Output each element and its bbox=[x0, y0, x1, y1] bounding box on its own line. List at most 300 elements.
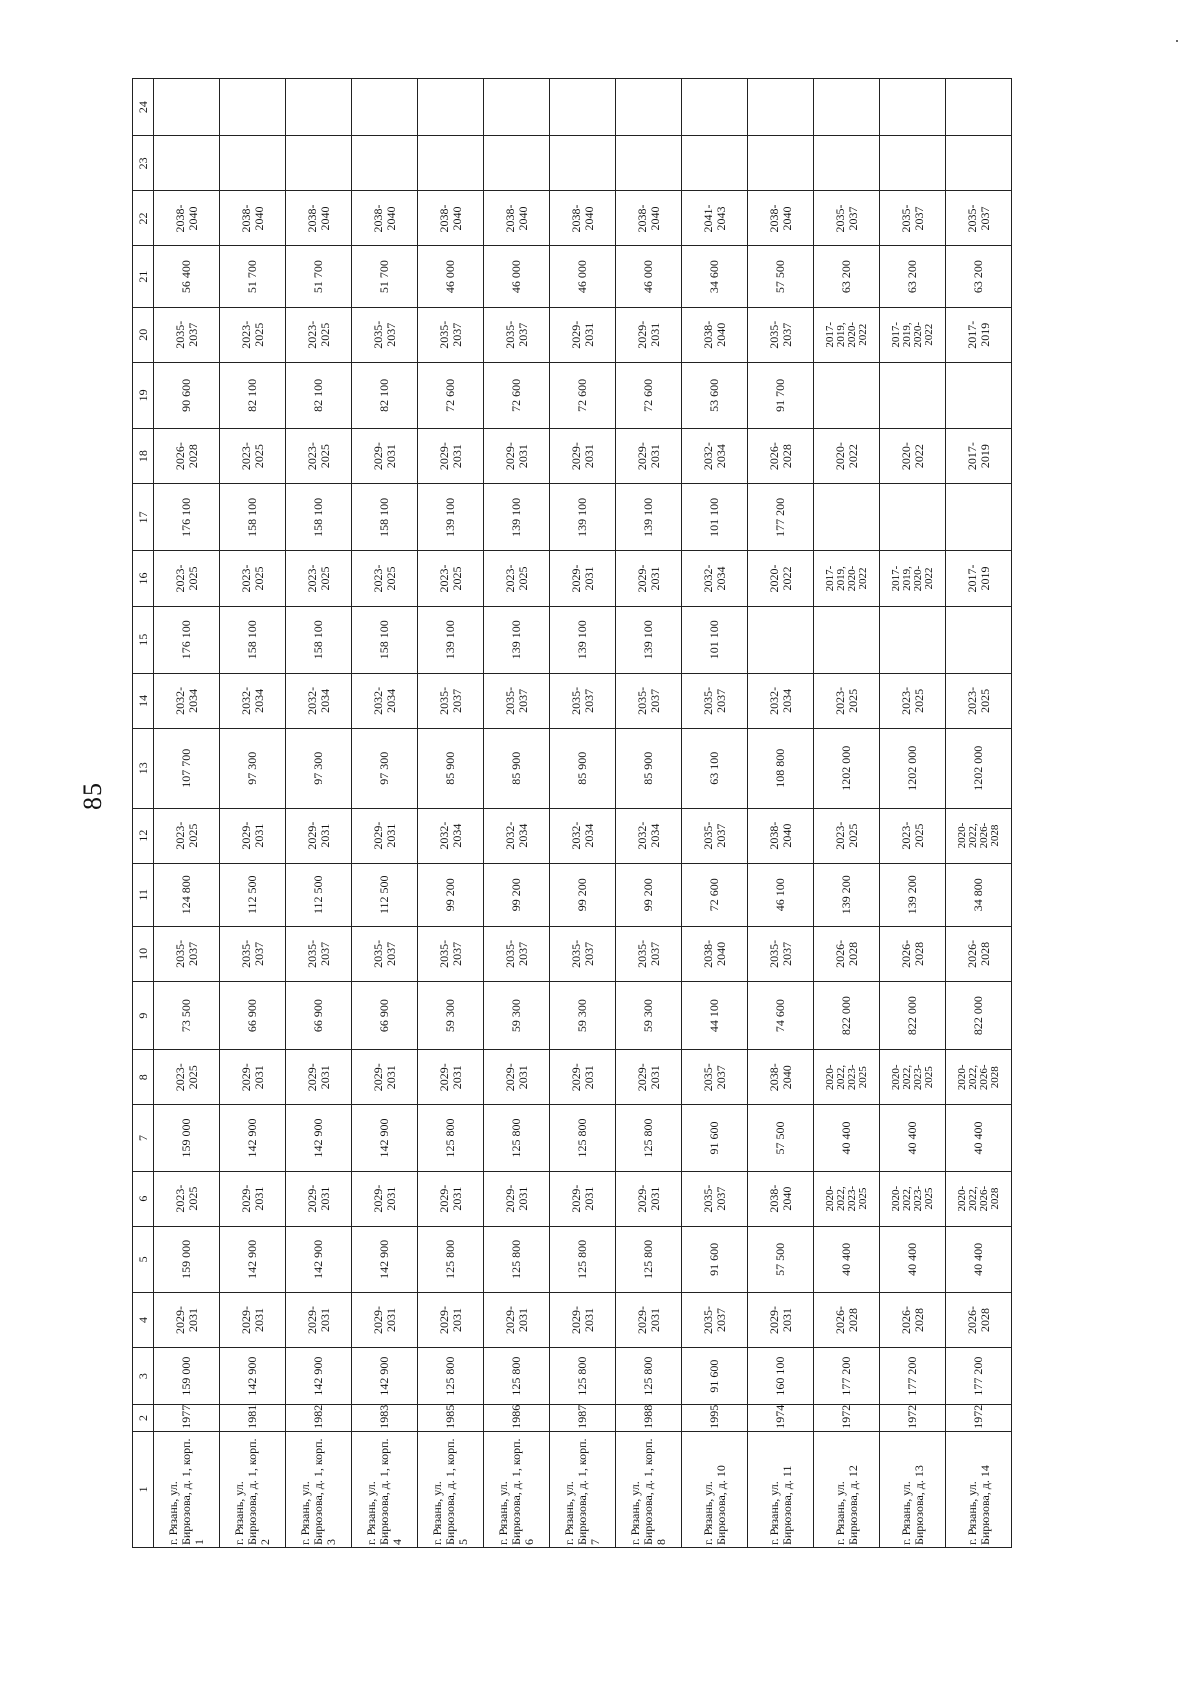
column-number-cell: 9 bbox=[133, 981, 154, 1049]
column-number-cell: 20 bbox=[133, 307, 154, 362]
value-cell bbox=[880, 79, 946, 136]
value-cell: 125 800 bbox=[418, 1226, 484, 1292]
value-cell: 177 200 bbox=[814, 1348, 880, 1405]
period-cell: 2038- 2040 bbox=[352, 191, 418, 246]
value-cell bbox=[220, 136, 286, 191]
period-cell: 2029- 2031 bbox=[484, 1050, 550, 1105]
value-cell bbox=[880, 136, 946, 191]
value-cell: 85 900 bbox=[616, 728, 682, 808]
table-row bbox=[220, 79, 286, 1548]
value-cell bbox=[814, 362, 880, 428]
column-number-cell: 5 bbox=[133, 1226, 154, 1292]
value-cell bbox=[748, 606, 814, 673]
value-cell: 125 800 bbox=[550, 1105, 616, 1171]
value-cell: 44 100 bbox=[682, 981, 748, 1049]
value-cell: 139 200 bbox=[814, 863, 880, 926]
value-cell: 101 100 bbox=[682, 606, 748, 673]
value-cell: 82 100 bbox=[286, 362, 352, 428]
value-cell: 159 000 bbox=[154, 1226, 220, 1292]
page-number: 85 bbox=[78, 782, 107, 810]
column-number-cell: 17 bbox=[133, 484, 154, 551]
value-cell bbox=[814, 606, 880, 673]
value-cell: 34 800 bbox=[946, 863, 1012, 926]
value-cell: 139 100 bbox=[418, 606, 484, 673]
value-cell: 40 400 bbox=[946, 1105, 1012, 1171]
value-cell bbox=[220, 79, 286, 136]
value-cell: 40 400 bbox=[814, 1105, 880, 1171]
address-cell: г. Рязань, ул. Бирюзова, д. 1, корп. 7 bbox=[550, 1431, 616, 1547]
period-cell: 2029- 2031 bbox=[484, 1171, 550, 1226]
value-cell: 1202 000 bbox=[946, 728, 1012, 808]
period-cell: 2035- 2037 bbox=[484, 307, 550, 362]
period-cell: 2029- 2031 bbox=[286, 1293, 352, 1348]
period-cell: 2029- 2031 bbox=[484, 429, 550, 484]
period-cell: 2029- 2031 bbox=[616, 1171, 682, 1226]
repair-schedule-table-wrapper bbox=[132, 78, 1012, 1548]
value-cell: 112 500 bbox=[286, 863, 352, 926]
period-cell: 2035- 2037 bbox=[418, 307, 484, 362]
value-cell: 59 300 bbox=[418, 981, 484, 1049]
period-cell: 2023- 2025 bbox=[352, 551, 418, 606]
value-cell bbox=[880, 606, 946, 673]
value-cell: 72 600 bbox=[682, 863, 748, 926]
period-cell: 2035- 2037 bbox=[748, 307, 814, 362]
value-cell: 177 200 bbox=[946, 1348, 1012, 1405]
repair-schedule-table bbox=[132, 78, 1012, 1548]
year-built-cell: 1974 bbox=[748, 1405, 814, 1432]
year-built-cell: 1972 bbox=[946, 1405, 1012, 1432]
column-number-cell: 12 bbox=[133, 808, 154, 863]
value-cell: 99 200 bbox=[616, 863, 682, 926]
value-cell: 91 600 bbox=[682, 1348, 748, 1405]
period-cell: 2026- 2028 bbox=[880, 926, 946, 981]
period-cell: 2035- 2037 bbox=[286, 926, 352, 981]
period-cell: 2017- 2019, 2020- 2022 bbox=[814, 551, 880, 606]
period-cell: 2029- 2031 bbox=[550, 1050, 616, 1105]
value-cell: 97 300 bbox=[286, 728, 352, 808]
year-built-cell: 1972 bbox=[880, 1405, 946, 1432]
value-cell: 72 600 bbox=[616, 362, 682, 428]
column-number-cell: 24 bbox=[133, 79, 154, 136]
period-cell: 2032- 2034 bbox=[154, 673, 220, 728]
period-cell: 2020- 2022, 2023- 2025 bbox=[880, 1171, 946, 1226]
period-cell: 2020- 2022, 2026- 2028 bbox=[946, 1050, 1012, 1105]
value-cell: 159 000 bbox=[154, 1105, 220, 1171]
value-cell: 125 800 bbox=[550, 1348, 616, 1405]
period-cell: 2017- 2019, 2020- 2022 bbox=[880, 551, 946, 606]
column-number-cell: 16 bbox=[133, 551, 154, 606]
period-cell: 2029- 2031 bbox=[418, 1293, 484, 1348]
period-cell: 2035- 2037 bbox=[352, 926, 418, 981]
period-cell: 2035- 2037 bbox=[682, 808, 748, 863]
table-row bbox=[550, 79, 616, 1548]
value-cell: 1202 000 bbox=[814, 728, 880, 808]
value-cell: 176 100 bbox=[154, 484, 220, 551]
value-cell: 99 200 bbox=[418, 863, 484, 926]
value-cell bbox=[880, 484, 946, 551]
period-cell: 2020- 2022, 2026- 2028 bbox=[946, 808, 1012, 863]
value-cell: 57 500 bbox=[748, 1105, 814, 1171]
value-cell: 142 900 bbox=[352, 1105, 418, 1171]
period-cell: 2032- 2034 bbox=[220, 673, 286, 728]
value-cell: 142 900 bbox=[352, 1226, 418, 1292]
value-cell bbox=[352, 136, 418, 191]
column-number-cell: 22 bbox=[133, 191, 154, 246]
period-cell: 2032- 2034 bbox=[682, 551, 748, 606]
value-cell: 57 500 bbox=[748, 246, 814, 307]
period-cell: 2020- 2022 bbox=[748, 551, 814, 606]
value-cell: 125 800 bbox=[418, 1348, 484, 1405]
value-cell: 66 900 bbox=[286, 981, 352, 1049]
period-cell: 2035- 2037 bbox=[682, 1050, 748, 1105]
value-cell: 158 100 bbox=[352, 606, 418, 673]
value-cell: 46 000 bbox=[418, 246, 484, 307]
period-cell: 2038- 2040 bbox=[682, 926, 748, 981]
period-cell: 2038- 2040 bbox=[154, 191, 220, 246]
value-cell: 125 800 bbox=[484, 1105, 550, 1171]
period-cell: 2026- 2028 bbox=[814, 1293, 880, 1348]
period-cell: 2023- 2025 bbox=[484, 551, 550, 606]
period-cell: 2026- 2028 bbox=[814, 926, 880, 981]
value-cell: 139 200 bbox=[880, 863, 946, 926]
value-cell bbox=[946, 362, 1012, 428]
period-cell: 2035- 2037 bbox=[418, 926, 484, 981]
year-built-cell: 1981 bbox=[220, 1405, 286, 1432]
period-cell: 2026- 2028 bbox=[946, 1293, 1012, 1348]
period-cell: 2023- 2025 bbox=[220, 551, 286, 606]
value-cell: 51 700 bbox=[220, 246, 286, 307]
value-cell: 99 200 bbox=[484, 863, 550, 926]
value-cell bbox=[946, 484, 1012, 551]
period-cell: 2029- 2031 bbox=[616, 551, 682, 606]
value-cell: 59 300 bbox=[484, 981, 550, 1049]
table-row bbox=[352, 79, 418, 1548]
period-cell: 2029- 2031 bbox=[418, 1171, 484, 1226]
period-cell: 2038- 2040 bbox=[748, 1171, 814, 1226]
period-cell: 2026- 2028 bbox=[154, 429, 220, 484]
address-cell: г. Рязань, ул. Бирюзова, д. 1, корп. 8 bbox=[616, 1431, 682, 1547]
value-cell bbox=[418, 79, 484, 136]
period-cell: 2029- 2031 bbox=[352, 1171, 418, 1226]
value-cell bbox=[154, 136, 220, 191]
period-cell: 2038- 2040 bbox=[220, 191, 286, 246]
address-cell: г. Рязань, ул. Бирюзова, д. 13 bbox=[880, 1431, 946, 1547]
period-cell: 2032- 2034 bbox=[286, 673, 352, 728]
period-cell: 2038- 2040 bbox=[616, 191, 682, 246]
value-cell bbox=[814, 79, 880, 136]
table-row bbox=[682, 79, 748, 1548]
period-cell: 2029- 2031 bbox=[220, 1050, 286, 1105]
value-cell: 85 900 bbox=[550, 728, 616, 808]
value-cell bbox=[946, 606, 1012, 673]
year-built-cell: 1986 bbox=[484, 1405, 550, 1432]
value-cell bbox=[352, 79, 418, 136]
year-built-cell: 1972 bbox=[814, 1405, 880, 1432]
value-cell: 158 100 bbox=[352, 484, 418, 551]
period-cell: 2029- 2031 bbox=[418, 429, 484, 484]
value-cell: 822 000 bbox=[814, 981, 880, 1049]
column-number-cell: 8 bbox=[133, 1050, 154, 1105]
year-built-cell: 1977 bbox=[154, 1405, 220, 1432]
table-row bbox=[616, 79, 682, 1548]
value-cell bbox=[484, 136, 550, 191]
address-cell: г. Рязань, ул. Бирюзова, д. 1, корп. 3 bbox=[286, 1431, 352, 1547]
period-cell: 2041- 2043 bbox=[682, 191, 748, 246]
period-cell: 2035- 2037 bbox=[418, 673, 484, 728]
period-cell: 2029- 2031 bbox=[550, 307, 616, 362]
value-cell: 1202 000 bbox=[880, 728, 946, 808]
period-cell: 2029- 2031 bbox=[748, 1293, 814, 1348]
value-cell: 59 300 bbox=[616, 981, 682, 1049]
address-cell: г. Рязань, ул. Бирюзова, д. 12 bbox=[814, 1431, 880, 1547]
period-cell: 2029- 2031 bbox=[352, 808, 418, 863]
period-cell: 2032- 2034 bbox=[484, 808, 550, 863]
period-cell: 2029- 2031 bbox=[418, 1050, 484, 1105]
period-cell: 2038- 2040 bbox=[682, 307, 748, 362]
period-cell: 2023- 2025 bbox=[418, 551, 484, 606]
column-number-cell: 15 bbox=[133, 606, 154, 673]
period-cell: 2032- 2034 bbox=[418, 808, 484, 863]
value-cell: 139 100 bbox=[550, 606, 616, 673]
value-cell: 139 100 bbox=[616, 606, 682, 673]
column-number-cell: 3 bbox=[133, 1348, 154, 1405]
value-cell: 176 100 bbox=[154, 606, 220, 673]
period-cell: 2023- 2025 bbox=[286, 429, 352, 484]
value-cell: 97 300 bbox=[220, 728, 286, 808]
period-cell: 2023- 2025 bbox=[154, 808, 220, 863]
period-cell: 2035- 2037 bbox=[682, 673, 748, 728]
period-cell: 2038- 2040 bbox=[418, 191, 484, 246]
period-cell: 2029- 2031 bbox=[286, 808, 352, 863]
value-cell bbox=[484, 79, 550, 136]
value-cell: 66 900 bbox=[352, 981, 418, 1049]
address-cell: г. Рязань, ул. Бирюзова, д. 1, корп. 4 bbox=[352, 1431, 418, 1547]
value-cell: 63 200 bbox=[946, 246, 1012, 307]
value-cell: 142 900 bbox=[286, 1348, 352, 1405]
value-cell: 108 800 bbox=[748, 728, 814, 808]
table-row bbox=[484, 79, 550, 1548]
value-cell: 107 700 bbox=[154, 728, 220, 808]
period-cell: 2032- 2034 bbox=[352, 673, 418, 728]
value-cell: 63 200 bbox=[814, 246, 880, 307]
column-number-cell: 10 bbox=[133, 926, 154, 981]
value-cell: 91 600 bbox=[682, 1105, 748, 1171]
period-cell: 2035- 2037 bbox=[748, 926, 814, 981]
period-cell: 2035- 2037 bbox=[616, 673, 682, 728]
period-cell: 2029- 2031 bbox=[550, 1293, 616, 1348]
period-cell: 2035- 2037 bbox=[814, 191, 880, 246]
column-number-cell: 6 bbox=[133, 1171, 154, 1226]
period-cell: 2029- 2031 bbox=[616, 1050, 682, 1105]
value-cell: 125 800 bbox=[550, 1226, 616, 1292]
address-cell: г. Рязань, ул. Бирюзова, д. 14 bbox=[946, 1431, 1012, 1547]
address-cell: г. Рязань, ул. Бирюзова, д. 1, корп. 1 bbox=[154, 1431, 220, 1547]
period-cell: 2029- 2031 bbox=[550, 429, 616, 484]
period-cell: 2023- 2025 bbox=[946, 673, 1012, 728]
period-cell: 2029- 2031 bbox=[616, 1293, 682, 1348]
address-cell: г. Рязань, ул. Бирюзова, д. 1, корп. 5 bbox=[418, 1431, 484, 1547]
period-cell: 2017- 2019 bbox=[946, 551, 1012, 606]
value-cell bbox=[814, 136, 880, 191]
value-cell: 101 100 bbox=[682, 484, 748, 551]
value-cell: 125 800 bbox=[616, 1226, 682, 1292]
value-cell: 46 000 bbox=[550, 246, 616, 307]
value-cell bbox=[418, 136, 484, 191]
period-cell: 2029- 2031 bbox=[550, 551, 616, 606]
period-cell: 2017- 2019, 2020- 2022 bbox=[814, 307, 880, 362]
period-cell: 2035- 2037 bbox=[550, 673, 616, 728]
value-cell: 46 100 bbox=[748, 863, 814, 926]
period-cell: 2029- 2031 bbox=[154, 1293, 220, 1348]
header-row bbox=[133, 79, 154, 1548]
period-cell: 2038- 2040 bbox=[748, 191, 814, 246]
period-cell: 2032- 2034 bbox=[682, 429, 748, 484]
period-cell: 2038- 2040 bbox=[748, 808, 814, 863]
value-cell: 72 600 bbox=[550, 362, 616, 428]
value-cell: 139 100 bbox=[484, 484, 550, 551]
period-cell: 2035- 2037 bbox=[880, 191, 946, 246]
table-row bbox=[814, 79, 880, 1548]
period-cell: 2023- 2025 bbox=[154, 551, 220, 606]
period-cell: 2029- 2031 bbox=[550, 1171, 616, 1226]
value-cell: 142 900 bbox=[220, 1348, 286, 1405]
period-cell: 2029- 2031 bbox=[352, 1050, 418, 1105]
value-cell: 142 900 bbox=[220, 1105, 286, 1171]
value-cell: 142 900 bbox=[352, 1348, 418, 1405]
value-cell bbox=[814, 484, 880, 551]
value-cell bbox=[154, 79, 220, 136]
table-row bbox=[946, 79, 1012, 1548]
value-cell: 85 900 bbox=[484, 728, 550, 808]
value-cell: 125 800 bbox=[484, 1226, 550, 1292]
period-cell: 2020- 2022, 2023- 2025 bbox=[814, 1050, 880, 1105]
value-cell: 59 300 bbox=[550, 981, 616, 1049]
year-built-cell: 1988 bbox=[616, 1405, 682, 1432]
value-cell bbox=[550, 136, 616, 191]
value-cell bbox=[946, 136, 1012, 191]
value-cell: 34 600 bbox=[682, 246, 748, 307]
value-cell: 139 100 bbox=[484, 606, 550, 673]
period-cell: 2035- 2037 bbox=[154, 307, 220, 362]
year-built-cell: 1983 bbox=[352, 1405, 418, 1432]
period-cell: 2035- 2037 bbox=[682, 1171, 748, 1226]
value-cell: 112 500 bbox=[352, 863, 418, 926]
column-number-cell: 13 bbox=[133, 728, 154, 808]
table-row bbox=[286, 79, 352, 1548]
value-cell: 159 000 bbox=[154, 1348, 220, 1405]
address-cell: г. Рязань, ул. Бирюзова, д. 10 bbox=[682, 1431, 748, 1547]
value-cell: 125 800 bbox=[616, 1348, 682, 1405]
value-cell: 822 000 bbox=[880, 981, 946, 1049]
value-cell: 177 200 bbox=[748, 484, 814, 551]
period-cell: 2020- 2022, 2026- 2028 bbox=[946, 1171, 1012, 1226]
value-cell: 63 100 bbox=[682, 728, 748, 808]
period-cell: 2026- 2028 bbox=[946, 926, 1012, 981]
column-number-cell: 7 bbox=[133, 1105, 154, 1171]
value-cell: 74 600 bbox=[748, 981, 814, 1049]
period-cell: 2020- 2022 bbox=[814, 429, 880, 484]
value-cell bbox=[616, 136, 682, 191]
period-cell: 2029- 2031 bbox=[484, 1293, 550, 1348]
value-cell: 53 600 bbox=[682, 362, 748, 428]
value-cell: 125 800 bbox=[484, 1348, 550, 1405]
period-cell: 2038- 2040 bbox=[484, 191, 550, 246]
period-cell: 2029- 2031 bbox=[616, 307, 682, 362]
period-cell: 2026- 2028 bbox=[748, 429, 814, 484]
value-cell: 82 100 bbox=[220, 362, 286, 428]
value-cell: 46 000 bbox=[484, 246, 550, 307]
value-cell: 177 200 bbox=[880, 1348, 946, 1405]
period-cell: 2029- 2031 bbox=[352, 1293, 418, 1348]
period-cell: 2023- 2025 bbox=[220, 429, 286, 484]
year-built-cell: 1995 bbox=[682, 1405, 748, 1432]
period-cell: 2035- 2037 bbox=[220, 926, 286, 981]
value-cell bbox=[616, 79, 682, 136]
value-cell bbox=[550, 79, 616, 136]
value-cell bbox=[946, 79, 1012, 136]
address-cell: г. Рязань, ул. Бирюзова, д. 1, корп. 2 bbox=[220, 1431, 286, 1547]
period-cell: 2023- 2025 bbox=[220, 307, 286, 362]
value-cell: 85 900 bbox=[418, 728, 484, 808]
value-cell: 99 200 bbox=[550, 863, 616, 926]
value-cell: 142 900 bbox=[220, 1226, 286, 1292]
period-cell: 2029- 2031 bbox=[286, 1050, 352, 1105]
period-cell: 2035- 2037 bbox=[550, 926, 616, 981]
value-cell: 51 700 bbox=[352, 246, 418, 307]
period-cell: 2017- 2019 bbox=[946, 307, 1012, 362]
value-cell: 139 100 bbox=[550, 484, 616, 551]
period-cell: 2029- 2031 bbox=[286, 1171, 352, 1226]
period-cell: 2035- 2037 bbox=[352, 307, 418, 362]
value-cell: 91 700 bbox=[748, 362, 814, 428]
address-cell: г. Рязань, ул. Бирюзова, д. 11 bbox=[748, 1431, 814, 1547]
value-cell: 822 000 bbox=[946, 981, 1012, 1049]
period-cell: 2035- 2037 bbox=[484, 673, 550, 728]
period-cell: 2023- 2025 bbox=[880, 673, 946, 728]
table-row bbox=[418, 79, 484, 1548]
period-cell: 2023- 2025 bbox=[814, 808, 880, 863]
value-cell: 73 500 bbox=[154, 981, 220, 1049]
value-cell: 40 400 bbox=[880, 1105, 946, 1171]
period-cell: 2029- 2031 bbox=[220, 1293, 286, 1348]
value-cell: 91 600 bbox=[682, 1226, 748, 1292]
value-cell: 56 400 bbox=[154, 246, 220, 307]
value-cell bbox=[286, 79, 352, 136]
column-number-cell: 4 bbox=[133, 1293, 154, 1348]
value-cell: 40 400 bbox=[880, 1226, 946, 1292]
value-cell: 51 700 bbox=[286, 246, 352, 307]
period-cell: 2035- 2037 bbox=[946, 191, 1012, 246]
value-cell: 112 500 bbox=[220, 863, 286, 926]
value-cell bbox=[682, 79, 748, 136]
period-cell: 2020- 2022, 2023- 2025 bbox=[814, 1171, 880, 1226]
period-cell: 2032- 2034 bbox=[550, 808, 616, 863]
period-cell: 2032- 2034 bbox=[616, 808, 682, 863]
table-row bbox=[154, 79, 220, 1548]
period-cell: 2023- 2025 bbox=[286, 307, 352, 362]
period-cell: 2029- 2031 bbox=[352, 429, 418, 484]
value-cell: 63 200 bbox=[880, 246, 946, 307]
period-cell: 2020- 2022 bbox=[880, 429, 946, 484]
value-cell: 125 800 bbox=[616, 1105, 682, 1171]
period-cell: 2023- 2025 bbox=[154, 1050, 220, 1105]
value-cell bbox=[286, 136, 352, 191]
value-cell: 158 100 bbox=[220, 484, 286, 551]
value-cell: 90 600 bbox=[154, 362, 220, 428]
value-cell: 139 100 bbox=[616, 484, 682, 551]
period-cell: 2035- 2037 bbox=[484, 926, 550, 981]
value-cell: 72 600 bbox=[484, 362, 550, 428]
